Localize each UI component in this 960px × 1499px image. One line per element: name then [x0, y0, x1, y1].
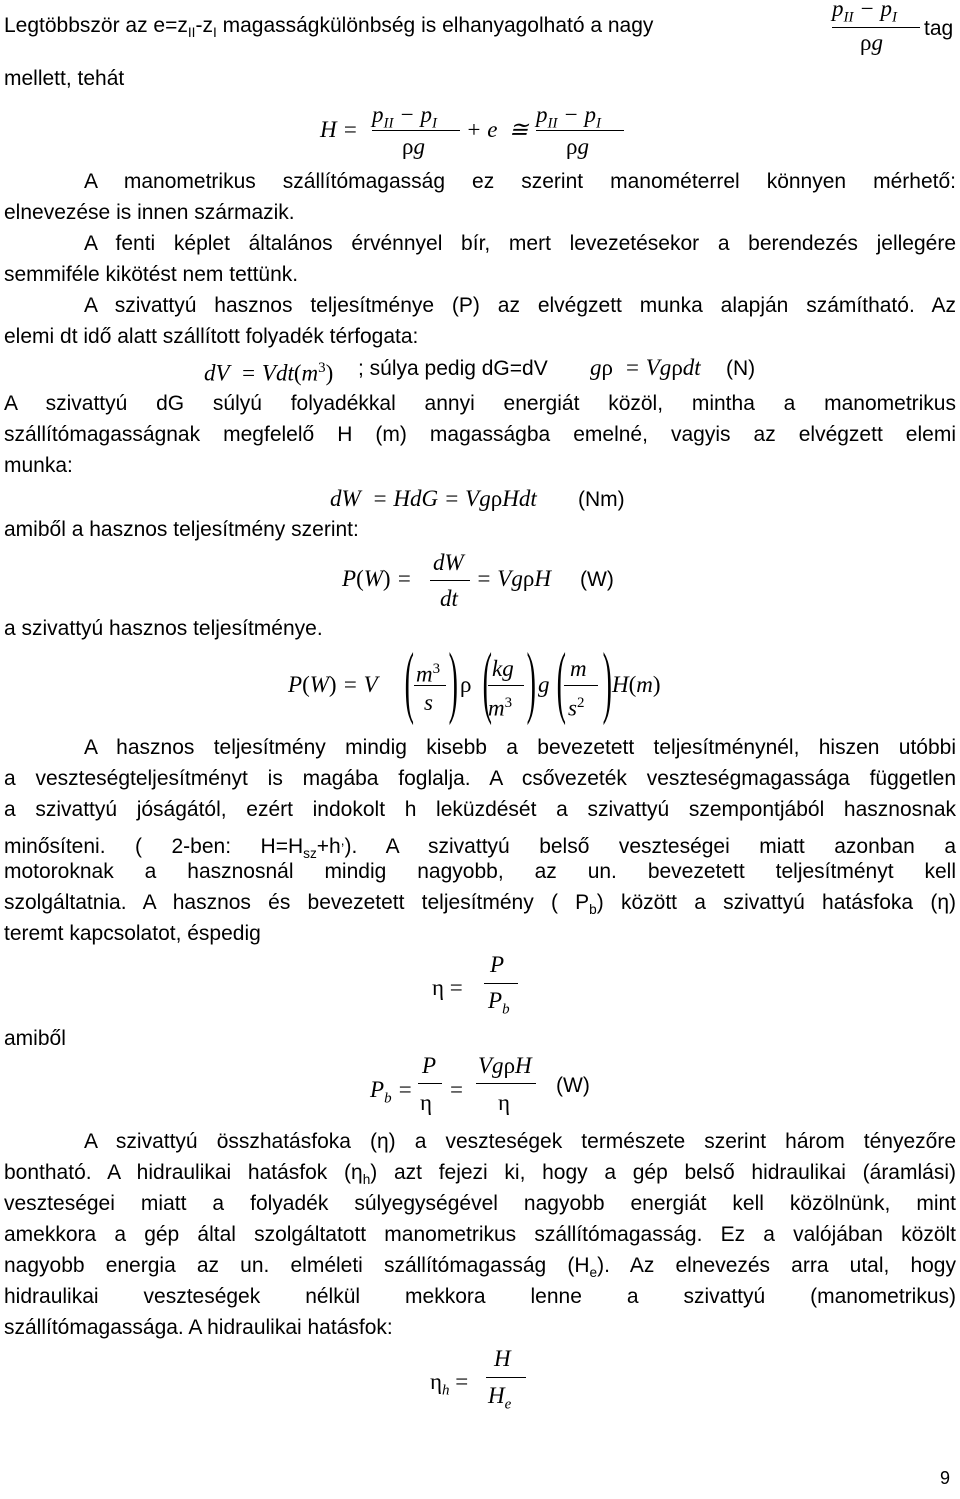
- subscript: II: [187, 25, 196, 41]
- unit-num: m: [570, 656, 587, 681]
- text-segment: magasságkülönbség is elhanyagolható a nagy: [216, 14, 654, 37]
- formula-dW: dW = HdG = VgρHdt: [330, 486, 537, 511]
- text-line-27: [4, 1161, 956, 1192]
- text-line-26: A szivattyú összhatásfoka (η) a veszteségek természete szerint három tényezőre: [84, 1130, 956, 1153]
- text-line-8: elemi dt idő alatt szállított folyadék térfogata:: [4, 325, 419, 348]
- unit-den: s: [424, 690, 433, 715]
- paren-left: (: [556, 638, 566, 726]
- text-line-14: amiből a hasznos teljesítmény szerint:: [4, 518, 359, 541]
- formula-denominator: η: [420, 1090, 433, 1115]
- formula-term: + e ≅: [466, 117, 529, 142]
- unit-label: (Nm): [578, 488, 625, 511]
- fraction-bar: [564, 685, 598, 686]
- text-segment: ) azt fejezi ki, hogy a gép belső hidraulikai (áramlási): [370, 1161, 956, 1184]
- text-line-29: amekkora a gép által szolgáltatott manometrikus szállítómagasság. Ez a valójában közölt: [4, 1223, 956, 1246]
- unit-num: kg: [492, 656, 514, 681]
- text-line-4: elnevezése is innen származik.: [4, 201, 295, 224]
- formula-P: P(W) =: [342, 566, 412, 591]
- text-segment: ; súlya pedig dG=dV: [358, 357, 548, 380]
- unit-num: $m^3$: [416, 661, 441, 687]
- formula-H: H =: [320, 117, 358, 142]
- formula-eta: η =: [432, 975, 463, 1000]
- text-line-24: amiből: [4, 1027, 66, 1050]
- formula-numerator: P: [490, 952, 505, 977]
- formula-P-units: P(W) = V: [288, 672, 378, 697]
- subscript: b: [589, 902, 597, 918]
- fraction-bar: [476, 1083, 536, 1084]
- formula-rhs: = VgρH: [476, 566, 551, 591]
- text-segment: bontható. A hidraulikai hatásfok (η: [4, 1161, 363, 1184]
- fraction-bar: [486, 1377, 526, 1378]
- text-segment: nagyobb energia az un. elméleti szállítómagasság (H: [4, 1254, 590, 1277]
- text-line-19: a szivattyú jóságától, ezért indokolt h leküzdését a szivattyú szempontjából hasznosnak: [4, 798, 956, 821]
- text-line-5: A fenti képlet általános érvénnyel bír, mert levezetésekor a berendezés jellegére: [84, 232, 956, 255]
- text-segment: minősíteni. ( 2-ben: H=H: [4, 835, 304, 858]
- unit-label: (W): [556, 1074, 590, 1097]
- text-line-2: mellett, tehát: [4, 67, 125, 90]
- text-line-6: semmiféle kikötést nem tettünk.: [4, 263, 299, 286]
- text-tag: tag: [924, 17, 954, 40]
- text-line-17: A hasznos teljesítmény mindig kisebb a bevezetett teljesítménynél, hiszen utóbbi: [84, 736, 956, 759]
- g-symbol: g: [538, 672, 550, 697]
- unit-label: (N): [726, 357, 756, 380]
- text-line-1: [4, 14, 760, 45]
- text-segment: -z: [195, 14, 213, 37]
- text-line-32: szállítómagassága. A hidraulikai hatásfok:: [4, 1316, 393, 1339]
- paren-right: ): [526, 638, 536, 726]
- fraction-bar: [536, 130, 624, 131]
- text-line-23: teremt kapcsolatot, éspedig: [4, 922, 261, 945]
- text-line-10: A szivattyú dG súlyú folyadékkal annyi energiát közöl, mintha a manometrikus: [4, 392, 956, 415]
- formula-numerator: dW: [433, 550, 464, 575]
- text-line-12: munka:: [4, 454, 73, 477]
- formula-eta-h: $\eta_h$ =: [430, 1369, 469, 1399]
- unit-den: $s^2$: [568, 695, 585, 721]
- text-segment: ). Az elnevezés arra utal, hogy: [597, 1254, 956, 1277]
- text-line-30: [4, 1254, 956, 1285]
- formula-numerator: $p_{II} - p_I$: [536, 102, 601, 132]
- subscript: e: [589, 1265, 598, 1281]
- unit-den: $m^3$: [488, 695, 513, 721]
- paren-right: ): [448, 638, 458, 726]
- fraction-bar: [430, 580, 470, 581]
- page-number: 9: [940, 1468, 951, 1488]
- formula-Hm: H(m): [612, 672, 661, 697]
- formula-denominator: dt: [440, 586, 458, 611]
- formula-denominator: ρg: [860, 30, 883, 55]
- text-line-11: szállítómagasságnak megfelelő H (m) magasságba emelné, vagyis az elvégzett elemi: [4, 423, 956, 446]
- paren-left: (: [482, 638, 492, 726]
- paren-left: (: [404, 638, 414, 726]
- fraction-bar: [484, 983, 518, 984]
- subscript: h: [362, 1172, 371, 1188]
- formula-denominator: $P_b$: [488, 988, 510, 1018]
- fraction-bar: [418, 1083, 442, 1084]
- text-line-28: veszteségei miatt a folyadék súlyegységével nagyobb energiát kell közölnünk, mint: [4, 1192, 956, 1215]
- formula-denominator: η: [498, 1090, 511, 1115]
- formula-Pb: $P_b$ =: [370, 1077, 413, 1107]
- formula-numerator: VgρH: [478, 1053, 532, 1078]
- text-segment: Legtöbbször az e=z: [4, 14, 188, 37]
- subscript: sz: [303, 846, 317, 862]
- text-line-3: A manometrikus szállítómagasság ez szerint manométerrel könnyen mérhető:: [84, 170, 956, 193]
- formula-denominator: ρg: [402, 134, 425, 159]
- text-line-7: A szivattyú hasznos teljesítménye (P) az elvégzett munka alapján számítható. Az: [84, 294, 956, 317]
- text-segment: ) között a szivattyú hatásfoka (η): [596, 891, 957, 914]
- fraction-bar: [414, 685, 446, 686]
- formula-numerator: P: [422, 1053, 437, 1078]
- text-segment: ). A szivattyú belső veszteségei miatt azonban a: [344, 835, 956, 858]
- text-line-31: hidraulikai veszteségek nélkül mekkora lenne a szivattyú (manometrikus): [4, 1285, 956, 1308]
- equals-sign: =: [450, 1077, 463, 1102]
- formula-denominator: $H_e$: [488, 1383, 512, 1413]
- rho-symbol: ρ: [460, 672, 472, 697]
- text-line-16: a szivattyú hasznos teljesítménye.: [4, 617, 323, 640]
- text-line-18: a veszteségteljesítményt is magába foglalja. A csővezeték veszteségmagassága független: [4, 767, 956, 790]
- formula-numerator: $p_{II} - p_I$: [832, 0, 897, 26]
- formula-numerator: $p_{II} - p_I$: [372, 102, 437, 132]
- subscript: I: [212, 25, 217, 41]
- text-line-21: motoroknak a hasznosnál mindig nagyobb, az un. bevezetett teljesítményt kell: [4, 860, 956, 883]
- unit-label: (W): [580, 568, 614, 591]
- formula-weight: gρ = Vgρdt: [590, 355, 701, 380]
- fraction-bar: [372, 130, 460, 131]
- formula-dV: dV = $Vdt(m^3)$: [204, 360, 334, 386]
- text-line-20: minősíteni. ( 2-ben: $H=H_{sz}+h^,$). A szivattyú belső veszteségei miatt azonban a: [4, 833, 956, 862]
- fraction-bar: [832, 27, 920, 28]
- text-segment: +h: [316, 835, 341, 858]
- text-segment: szolgáltatnia. A hasznos és bevezetett teljesítmény ( P: [4, 891, 590, 914]
- fraction-bar: [488, 685, 524, 686]
- formula-denominator: ρg: [566, 134, 589, 159]
- text-line-22: [4, 891, 956, 922]
- formula-numerator: H: [494, 1346, 511, 1371]
- paren-right: ): [602, 638, 612, 726]
